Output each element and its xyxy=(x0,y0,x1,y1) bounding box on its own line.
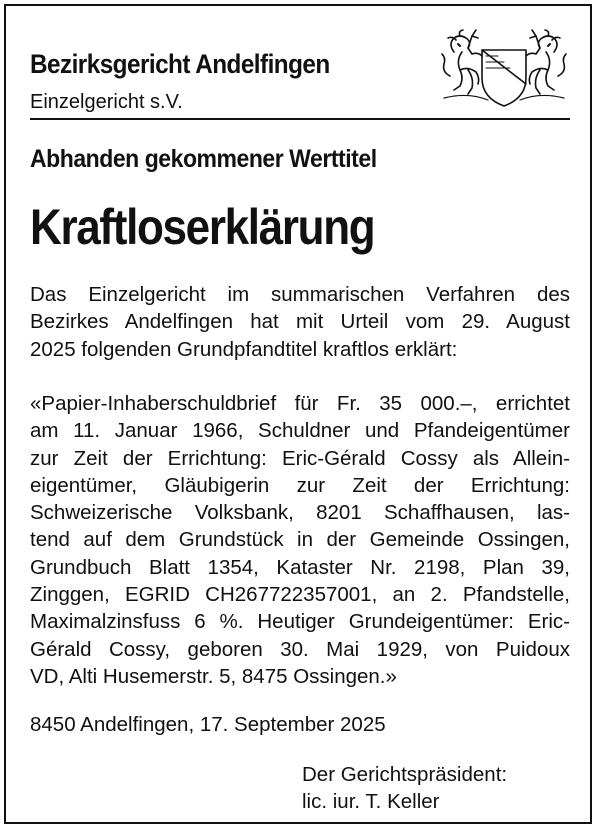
notice-heading: Abhanden gekommener Werttitel xyxy=(30,145,377,173)
place-and-date: 8450 Andelfingen, 17. September 2025 xyxy=(30,713,386,736)
intro-line: 2025 folgenden Grundpfandtitel kraftlos erklärt: xyxy=(30,337,458,361)
signature-name: lic. iur. T. Keller xyxy=(302,790,440,813)
decision-paragraph xyxy=(30,390,570,690)
court-subtitle: Einzelgericht s.V. xyxy=(30,91,183,113)
court-name: Bezirksgericht Andelfingen xyxy=(30,49,330,79)
decision-line: Maximalzinsfuss 6 %. Heutiger Grundeigentümer: Eric- xyxy=(30,610,570,634)
decision-line: am 11. Januar 1966, Schuldner und Pfandeigentümer xyxy=(30,419,570,443)
decision-line: Gérald Cossy, geboren 30. Mai 1929, von Puidoux xyxy=(30,637,570,661)
decision-line: tend auf dem Grundstück in der Gemeinde Ossingen, xyxy=(30,528,570,552)
intro-line: Das Einzelgericht im summarischen Verfahren des xyxy=(30,283,570,306)
decision-line: VD, Alti Husemerstr. 5, 8475 Ossingen.» xyxy=(30,664,397,688)
signature-block xyxy=(302,761,507,815)
signature-role: Der Gerichtspräsident: xyxy=(302,763,508,786)
decision-line: «Papier-Inhaberschuldbrief für Fr. 35 000.–, errichtet xyxy=(30,392,570,415)
decision-line: Grundbuch Blatt 1354, Kataster Nr. 2198, Plan 39, xyxy=(30,555,570,579)
header-divider xyxy=(30,118,570,120)
notice-title: Kraftloserklärung xyxy=(30,199,375,255)
decision-line: Zinggen, EGRID CH267722357001, an 2. Pfandstelle, xyxy=(30,583,570,607)
intro-paragraph xyxy=(30,281,570,363)
zurich-lions-crest-icon xyxy=(438,26,570,108)
decision-line: zur Zeit der Errichtung: Eric-Gérald Cossy als Allein- xyxy=(30,446,570,470)
intro-line: Bezirkes Andelfingen hat mit Urteil vom 29. August xyxy=(30,310,570,334)
decision-line: Schweizerische Volksbank, 8201 Schaffhausen, las- xyxy=(30,501,570,525)
decision-line: eigentümer, Gläubigerin zur Zeit der Errichtung: xyxy=(30,473,570,497)
